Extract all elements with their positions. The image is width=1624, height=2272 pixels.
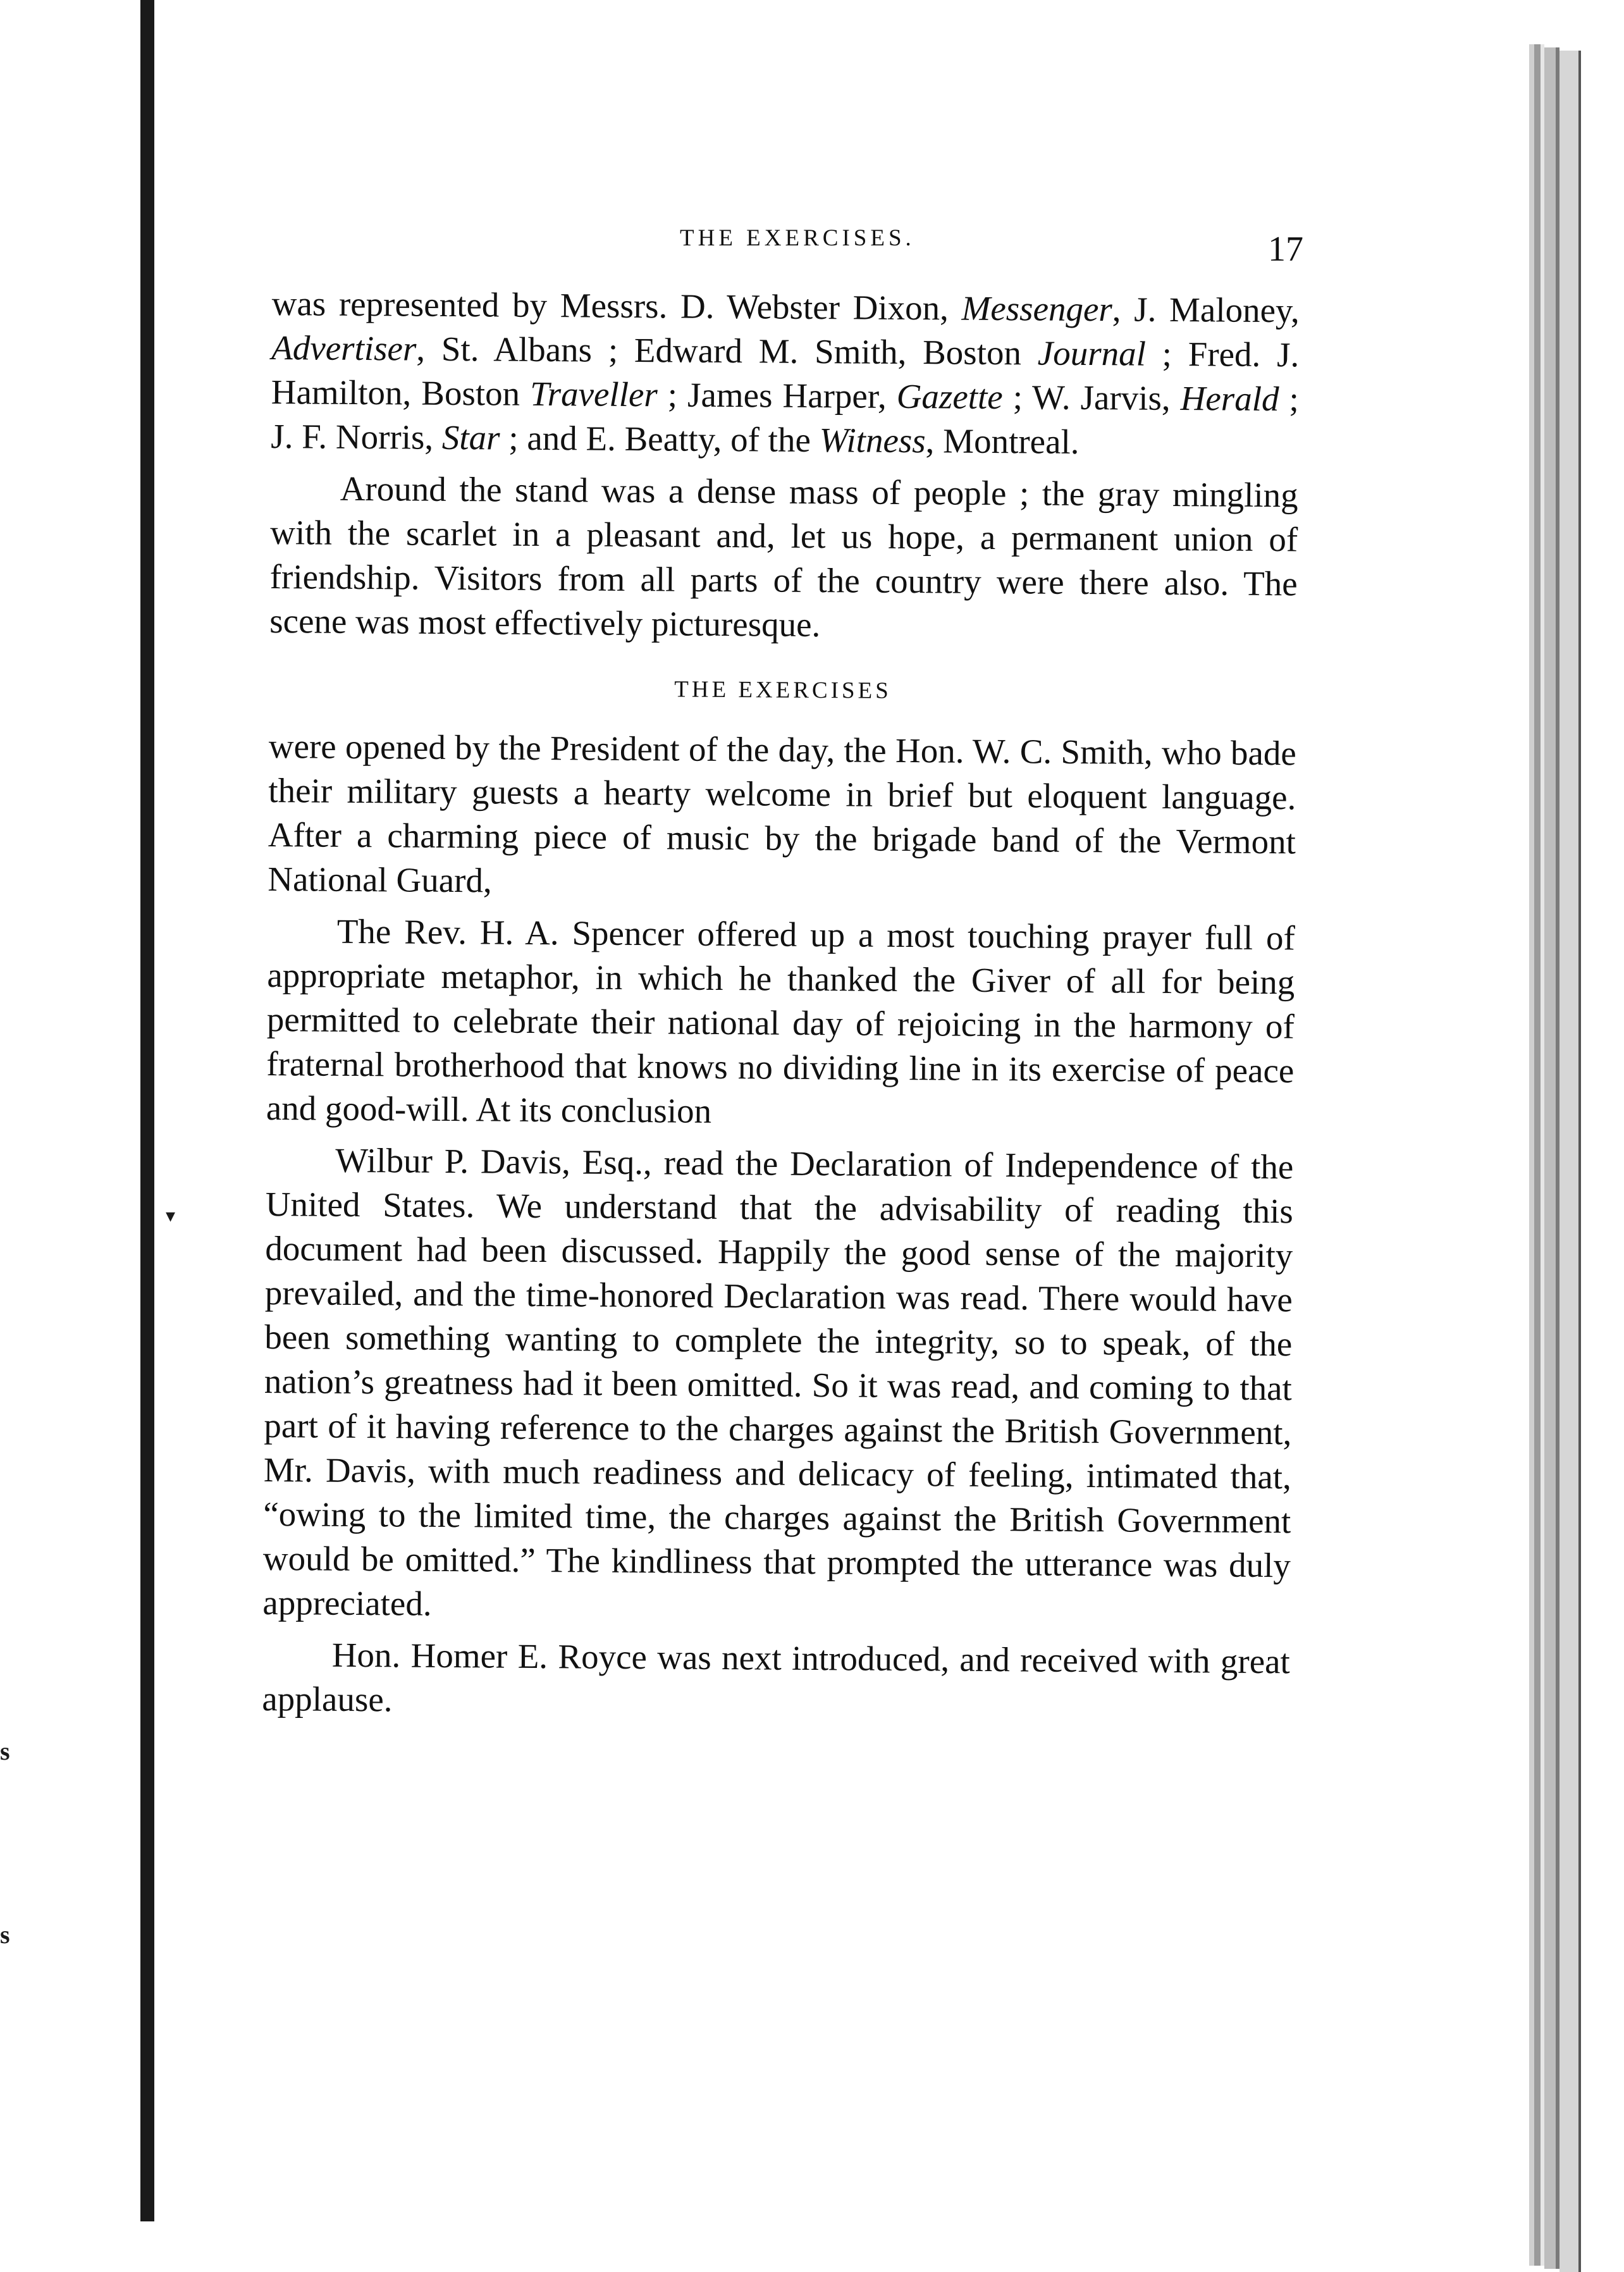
section-heading: THE EXERCISES bbox=[674, 676, 892, 704]
margin-mark-s2: s bbox=[0, 1920, 10, 1949]
margin-mark-s1: s bbox=[0, 1737, 10, 1765]
facing-page-edge bbox=[0, 0, 149, 2221]
paragraph-press-list: was represented by Messrs. D. Webster Dixon, Messenger, J. Maloney, Advertiser, St. Albans ; Edward M. Smith, Boston Journal ; Fred. J. Hamilton, Boston Traveller ; James Harper, Gazette ; W. Jarvis, Herald ; J. F. Norris, Star ; and E. Beatty, of the Witness, Montreal. bbox=[271, 283, 1300, 461]
book-gutter bbox=[140, 0, 154, 2221]
paragraph-declaration: Wilbur P. Davis, Esq., read the Declaration of Independence of the United States. We understand that the advisability of reading this document had been discussed. Happily the good sense of the majority prevailed, and the time-honored Declaration was read. There would have been something wanting to complete the integrity, so to speak, of the nation’s greatness had it been omitted. So it was read, and coming to that part of it having reference to the charges against the British Government, Mr. Davis, with much readiness and delicacy of feeling, intimated that, “owing to the limited time, the charges against the British Government would be omitted.” The kindliness that prompted the utterance was duly appreciated. bbox=[262, 1140, 1294, 1623]
margin-mark-arrow: ▾ bbox=[166, 1206, 176, 1226]
paragraph-royce: Hon. Homer E. Royce was next introduced, and received with great applause. bbox=[262, 1635, 1291, 1719]
paragraph-crowd: Around the stand was a dense mass of people ; the gray mingling with the scarlet in a pleasant and, let us hope, a permanent union of friendship. Visitors from all parts of the country were there also. The scene was most effectively picturesque. bbox=[269, 469, 1298, 645]
body-text bbox=[262, 281, 1300, 1728]
paragraph-prayer: The Rev. H. A. Spencer offered up a most touching prayer full of appropriate metaphor, in which he thanked the Giver of all for being permitted to celebrate their national day of rejoicing in the harmony of fraternal brotherhood that knows no dividing line in its exercise of peace and good-will. At its conclusion bbox=[266, 911, 1296, 1130]
page-edges bbox=[1529, 0, 1624, 2221]
running-header: THE EXERCISES. bbox=[680, 225, 915, 251]
paragraph-opening: were opened by the President of the day, the Hon. W. C. Smith, who bade their military guests a hearty welcome in brief but eloquent language. After a charming piece of music by the brigade band of the Vermont National Guard, bbox=[268, 726, 1297, 900]
page-number: 17 bbox=[1268, 230, 1303, 269]
